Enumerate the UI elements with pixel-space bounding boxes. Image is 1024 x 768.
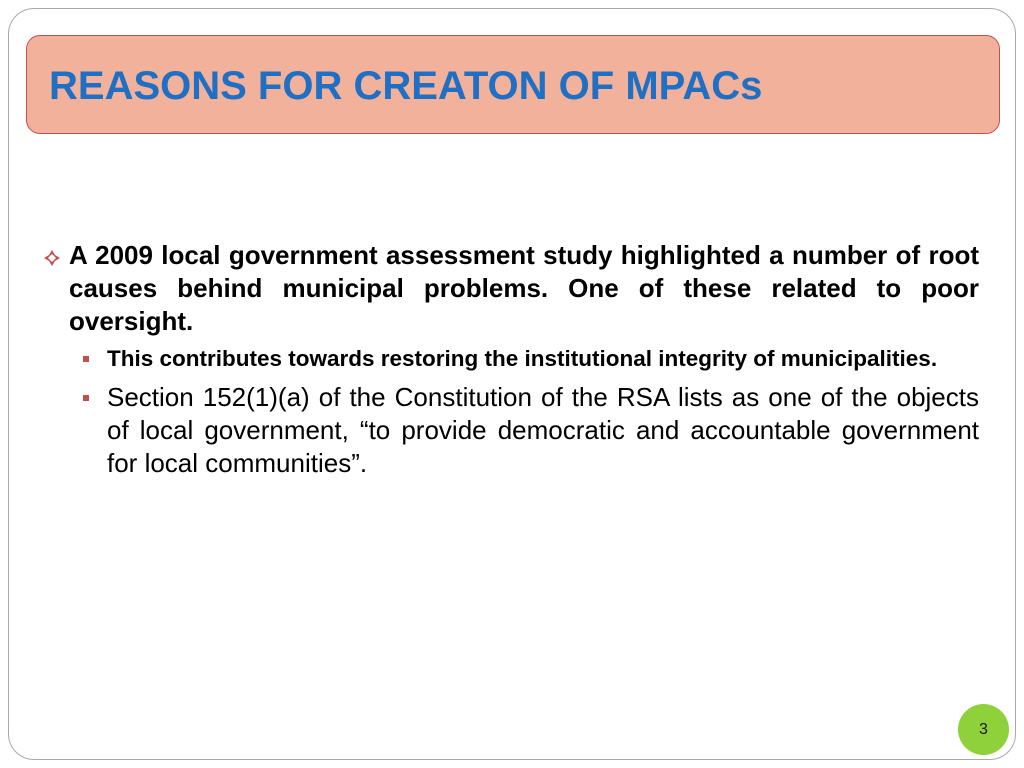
sub-bullet-item <box>107 344 979 373</box>
slide-content <box>43 239 979 480</box>
sub-bullet-text: This contributes towards restoring the institutional integrity of municipalities. <box>107 346 938 371</box>
title-bar <box>26 35 1000 134</box>
page-number-badge: 3 <box>958 704 1009 755</box>
square-bullet-icon <box>83 395 89 401</box>
sub-bullet-item <box>107 381 979 480</box>
slide-title: REASONS FOR CREATON OF MPACs <box>49 64 763 108</box>
bullet-text: A 2009 local government assessment study highlighted a number of root causes behind municipal problems. One of these related to poor oversight. <box>69 240 979 336</box>
slide <box>8 8 1016 760</box>
bullet-item <box>43 239 979 338</box>
square-bullet-icon <box>83 356 89 362</box>
diamond-bullet-icon <box>43 249 61 267</box>
sub-bullet-text: Section 152(1)(a) of the Constitution of the RSA lists as one of the objects of local government, “to provide democratic and accountable government for local communities”. <box>107 382 979 478</box>
